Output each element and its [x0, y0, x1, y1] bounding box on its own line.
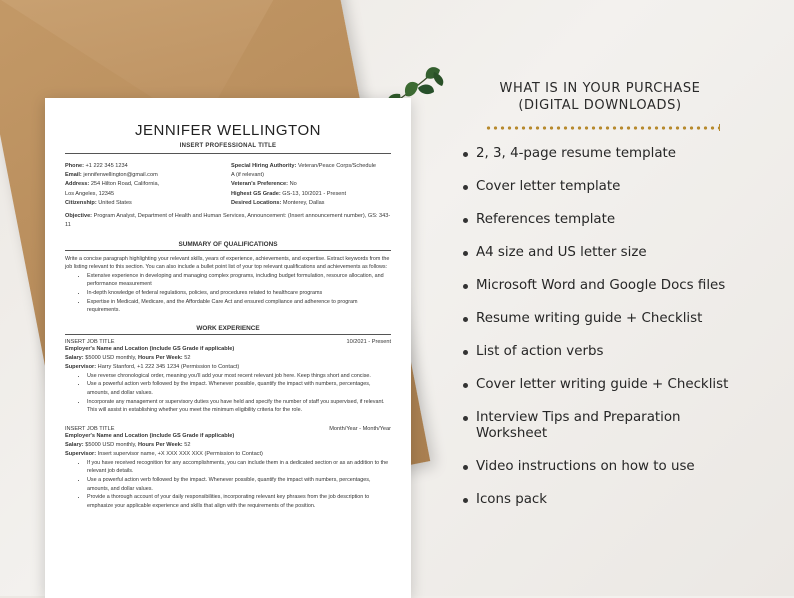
job-entry [65, 426, 391, 511]
veterans-preference [231, 180, 391, 189]
contact-right-column [231, 162, 391, 208]
job-title: INSERT JOB TITLE [65, 426, 115, 433]
contact-left-column [65, 162, 225, 208]
resume-contact-block [65, 162, 391, 208]
list-item: Resume writing guide + Checklist [463, 311, 783, 327]
panel-heading [455, 81, 745, 115]
experience-heading: WORK EXPERIENCE [196, 325, 260, 333]
summary-text: Write a concise paragraph highlighting your relevant skills, years of experience, achievements, and expertise. Extract keywords from the job listing relevant to this section. You can also include a bullet point list of your top relevant qualifications and achievements as follows: [65, 255, 390, 271]
divider-end-mark [719, 124, 720, 131]
salary-value: $5000 USD monthly, [85, 354, 137, 361]
supervisor-value: Insert supervisor name, +X XXX XXX XXX (Permission to Contact) [97, 450, 263, 457]
desired-locations [231, 199, 391, 208]
list-item: • In-depth knowledge of federal regulations, policies, and procedures related to healthcare programs [87, 289, 391, 298]
supervisor-value: Harry Stanford, +1 222 345 1234 (Permission to Contact) [97, 363, 240, 370]
list-item: Interview Tips and Preparation Worksheet [463, 410, 721, 442]
contact-value: Veteran/Peace Corps/Schedule [297, 163, 376, 169]
resume-divider [65, 250, 391, 251]
contact-value: United States [98, 199, 132, 206]
resume-name: JENNIFER WELLINGTON [135, 122, 321, 139]
spacer [65, 415, 391, 424]
resume-objective [65, 212, 391, 230]
contact-label: Highest GS Grade: [231, 190, 281, 197]
resume-professional-title: INSERT PROFESSIONAL TITLE [179, 143, 277, 149]
contact-label: Email: [65, 172, 82, 179]
summary-heading: SUMMARY OF QUALIFICATIONS [178, 240, 278, 248]
contact-label: Citizenship: [65, 199, 97, 206]
hours-value: 52 [184, 354, 191, 361]
contact-label: Desired Locations: [231, 199, 282, 206]
hiring-authority [231, 162, 391, 171]
purchase-contents-panel [455, 0, 794, 596]
supervisor-label: Supervisor: [65, 363, 97, 370]
list-item: • Provide a thorough account of your daily responsibilities, incorporating relevant key phrases from the job description to emphasize your applicable experience and skills that align with the requirements of the position. [87, 493, 391, 510]
list-item: • Incorporate any management or supervisory duties you have held and specify the number of staff you supervised, if relevant. This will assist in establishing whether you meet the minimum eligibility criteria for the role. [87, 398, 391, 415]
panel-heading-line2: (DIGITAL DOWNLOADS) [518, 97, 682, 113]
list-item: 2, 3, 4-page resume template [463, 146, 783, 162]
contact-address-line2 [65, 190, 225, 199]
objective-label: Objective: [65, 213, 93, 220]
contact-value: Los Angeles, 12345 [65, 190, 115, 197]
contact-phone [65, 162, 225, 171]
purchase-items-list [463, 146, 783, 508]
list-item: • Use reverse chronological order, meaning you'll add your most recent relevant job here. Keep things short and concise. [87, 372, 391, 381]
salary-label: Salary: [65, 441, 84, 448]
job-supervisor [65, 450, 391, 459]
list-item: • Expertise in Medicaid, Medicare, and the Affordable Care Act and ensured compliance and adherence to program requirements. [87, 298, 391, 315]
hours-label: Hours Per Week: [138, 354, 183, 361]
contact-label: Address: [65, 181, 90, 188]
job-bullets [65, 459, 391, 511]
contact-label: Veteran's Preference: [231, 181, 288, 188]
resume-divider [65, 334, 391, 335]
job-employer: Employer's Name and Location (include GS Grade if applicable) [65, 346, 235, 353]
list-item: Cover letter template [463, 179, 783, 195]
list-item: Video instructions on how to use [463, 459, 783, 475]
list-item: A4 size and US letter size [463, 245, 783, 261]
list-item: • Use a powerful action verb followed by the impact. Whenever possible, quantify the impact with numbers, percentages, amounts, and dollar values. [87, 380, 391, 397]
list-item: References template [463, 212, 783, 228]
list-item: • Extensive experience in developing and managing complex programs, including budget formulation, resource allocation, and performance measurement [87, 272, 391, 289]
list-item: Cover letter writing guide + Checklist [463, 377, 783, 393]
highest-gs-grade [231, 190, 391, 199]
contact-value: 254 Hilton Road, California, [90, 181, 160, 188]
supervisor-label: Supervisor: [65, 450, 97, 457]
list-item: Microsoft Word and Google Docs files [463, 278, 783, 294]
hiring-authority-line2 [231, 171, 391, 180]
salary-value: $5000 USD monthly, [85, 441, 137, 448]
job-entry [65, 339, 391, 415]
job-date: 10/2021 - Present [346, 339, 391, 346]
contact-value: No [289, 181, 297, 188]
objective-text: Program Analyst, Department of Health and Human Services, Announcement: (Insert announcement number), GS: 343-11 [65, 213, 391, 229]
dotted-divider [485, 126, 720, 130]
contact-value: jenniferwellington@gmail.com [83, 172, 158, 179]
job-salary [65, 354, 391, 363]
resume-preview [45, 98, 411, 598]
resume-divider [65, 153, 391, 154]
contact-value: Monterey, Dallas [282, 199, 325, 206]
list-item: • If you have received recognition for any accomplishments, you can include them in a dedicated section or as an addition to the relevant job details. [87, 459, 391, 476]
job-title: INSERT JOB TITLE [65, 339, 115, 346]
job-supervisor [65, 363, 391, 372]
contact-value: +1 222 345 1234 [85, 163, 128, 169]
summary-bullets [65, 272, 391, 315]
job-date: Month/Year - Month/Year [329, 426, 391, 433]
contact-value: A (if relevant) [231, 172, 264, 179]
salary-label: Salary: [65, 354, 84, 361]
job-employer: Employer's Name and Location (include GS Grade if applicable) [65, 433, 235, 440]
contact-label: Phone: [65, 163, 84, 169]
contact-value: GS-13, 10/2021 - Present [282, 190, 347, 197]
hours-value: 52 [184, 441, 191, 448]
list-item: Icons pack [463, 492, 783, 508]
hours-label: Hours Per Week: [138, 441, 183, 448]
contact-citizenship [65, 199, 225, 208]
list-item: List of action verbs [463, 344, 783, 360]
contact-label: Special Hiring Authority: [231, 163, 297, 169]
list-item: • Use a powerful action verb followed by the impact. Whenever possible, quantify the impact with numbers, percentages, amounts, and dollar values. [87, 476, 391, 493]
panel-heading-line1: WHAT IS IN YOUR PURCHASE [499, 81, 701, 96]
contact-email [65, 171, 225, 180]
job-bullets [65, 372, 391, 415]
contact-address [65, 180, 225, 189]
job-salary [65, 441, 391, 450]
